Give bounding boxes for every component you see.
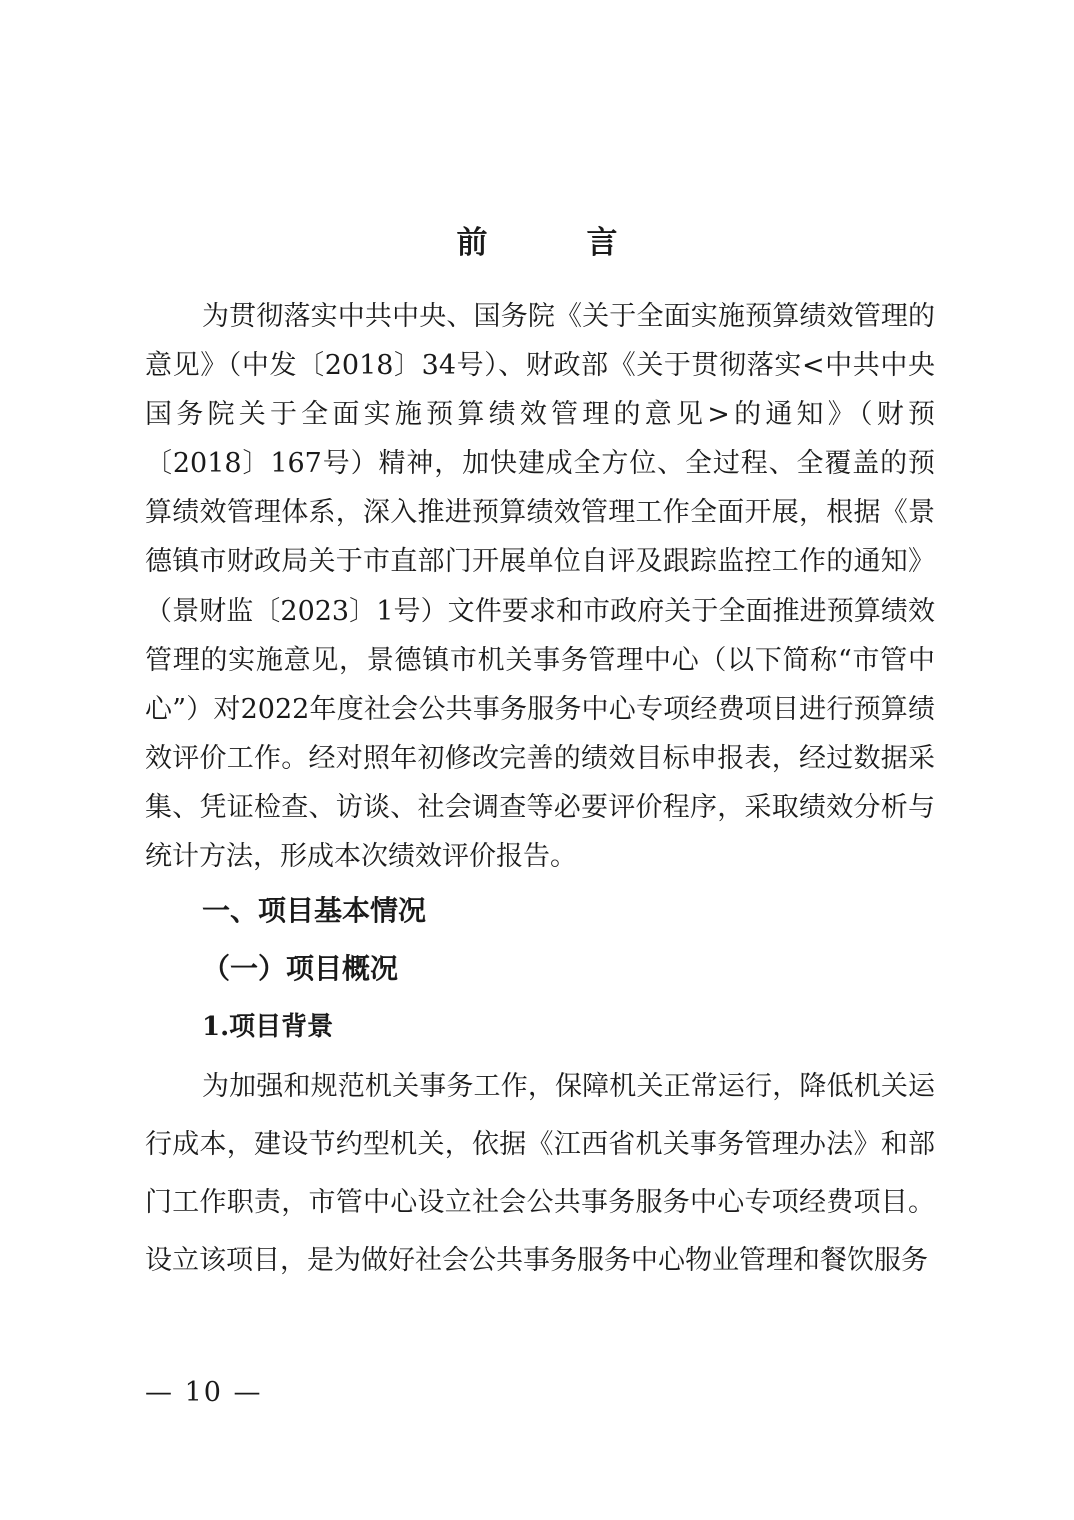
item-heading: 1.项目背景 xyxy=(202,1012,334,1042)
intro-paragraph: 为贯彻落实中共中央、国务院《关于全面实施预算绩效管理的意见》（中发〔2018〕34号）、财政部《关于贯彻落实<中共中央国务院关于全面实施预算绩效管理的意见>的通知》（财预〔2018〕167号）精神，加快建成全方位、全过程、全覆盖的预算绩效管理体系，深入推进预算绩效管理工作全面开展，根据《景德镇市财政局关于市直部门开展单位自评及跟踪监控工作的通知》（景财监〔2023〕1号）文件要求和市政府关于全面推进预算绩效管理的实施意见，景德镇市机关事务管理中心（以下简称“市管中心”）对2022年度社会公共事务服务中心专项经费项目进行预算绩效评价工作。经对照年初修改完善的绩效目标申报表，经过数据采集、凭证检查、访谈、社会调查等必要评价程序，采取绩效分析与统计方法，形成本次绩效评价报告。 xyxy=(145,301,935,873)
page-number: — 10 — xyxy=(145,1377,263,1408)
subsection-heading: （一）项目概况 xyxy=(202,952,399,985)
section-heading: 一、项目基本情况 xyxy=(202,894,427,927)
page-title: 前 言 xyxy=(456,224,652,261)
background-paragraph: 为加强和规范机关事务工作，保障机关正常运行，降低机关运行成本，建设节约型机关，依据《江西省机关事务管理办法》和部门工作职责，市管中心设立社会公共事务服务中心专项经费项目。设立该项目，是为做好社会公共事务服务中心物业管理和餐饮服务 xyxy=(145,1071,935,1276)
